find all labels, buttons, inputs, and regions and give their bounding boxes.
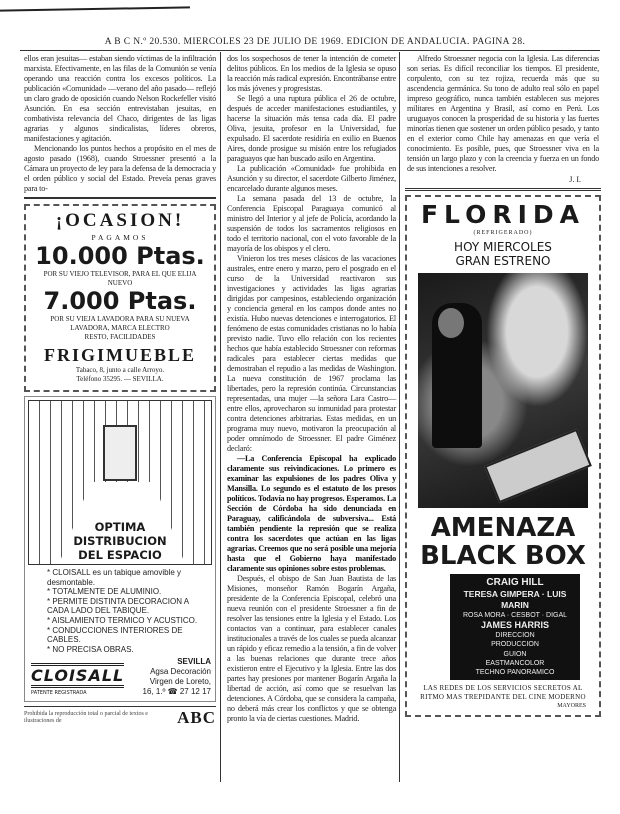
column-rule	[220, 52, 221, 782]
ad-address: Tabaco, 8, junto a calle Arroyo.	[75, 366, 165, 374]
ad-headline	[29, 520, 211, 562]
paragraph: Después, el obispo de San Juan Bautista de las Misiones, monseñor Ramón Bogarín Argaña, presidente de la Conferencia Episcopal, celebró una nueva reunión con el presidente Stroessner a fin de resolver las tensiones entre la Iglesia y el Estado. Los contactos van a continuar, para establecer canales institucionales a través de los cuales se pueda alcanzar un rápido y eficaz remedio a la tensión, a fin de volver a las buenas relaciones que durante trece años existieron entre el Ejecutivo y la Iglesia. Entre las dos partes hay presiones por mantener Bogarín Argaña la libertad de acción, así como que se resuelvan las detenciones. A Córdoba, que se considera la campaña, no deberá más crear los conflictos y que se obtenga pronto la vía de ciertas cuestiones. Madrid.	[227, 574, 396, 723]
cinema-name: FLORIDA	[420, 200, 586, 229]
paragraph: Alfredo Stroessner negocia con la Iglesia. Las diferencias son serias. Es difícil reconciliar los tiempos. El presidente, corpulento, con su tez rojiza, recuerda más que su ascendencia germánica. Su tono de adulto real sólo en papel impreso geográfico, nunca también establecen sus mejores militares en Argentina y Brasil, así como en Perú. Los uruguayos conocen la prosperidad de su historia y las fuertes minorías tienen que sostener un orden público pesado, y tanto en el exterior como Chile hay amenazas en que vería el conocimiento. Es posible, pues, que Stroessner viva en la tensión un largo plazo y con la creencia y fuerza en un fondo de sus intenciones a resolver.	[407, 54, 599, 173]
feature-item: * CLOISALL es un tabique amovible y desmontable.	[47, 568, 207, 587]
cinema-sub: (REFRIGERADO)	[473, 230, 533, 236]
paragraph: Mencionando los puntos hechos a propósito en el mes de agosto pasado (1968), cuando Stroessner presentó a la Cámara un proyecto de ley para la defensa de la democracia y el orden público y social del Estado. Preveía penas graves para to-	[24, 144, 216, 193]
credit: TECHNO PANORAMICO	[475, 669, 555, 677]
paragraph: Vinieron los tres meses clásicos de las vacaciones australes, entre enero y marzo, pero el posgrado en el curso de la Universidad reactivaron sus investigaciones y actividades las ligas agrarias dirigidas por campesinos, estableciendo organización y conciencia general en los campos donde antes no existía. Hubo nuevas detenciones e interrogatorios. El fenómeno de estas comunidades cristianas no lo había previsto nadie. Tuvo ello relación con los recientes hechos que había establecido Stroessner con reformas radicales para establecer ciertas medidas que demostraban el repudio a las medidas de Washington. La nueva constitución de 1967 proclama las libertades, pero la represión continúa. Circunstancias representadas, una mujer —la señora Lara Castro— entre ellos, aprovecharon su inmunidad para protestar contra detenciones arbitrarias. Estas medidas, en un programa muy nuevo, motivaron la preocupación al poder omnímodo de Stroessner. El padre Giménez declaró:	[227, 254, 396, 453]
paragraph: La semana pasada del 13 de octubre, la Conferencia Episcopal Paraguaya comunicó al ministro del Interior y al jefe de Policía, acordando la suspensión de todos los sacramentos religiosos en todo el territorio nacional, con el voto favorable de la mayoría de los obispos y el clero.	[227, 194, 396, 253]
header-rule	[20, 50, 600, 51]
movie-title-1: AMENAZA	[430, 513, 576, 543]
cloisall-brand-block	[31, 657, 124, 697]
tagline: LAS REDES DE LOS SERVICIOS SECRETOS AL RITMO MAS TREPIDANTE DEL CINE MODERNO	[420, 684, 586, 701]
headline-line: DISTRIBUCION	[73, 534, 167, 548]
credit: ROSA MORA · CESBOT · DIGAL	[462, 612, 568, 619]
credit: CRAIG HILL	[486, 577, 544, 588]
scan-artifact-line	[0, 6, 190, 11]
paragraph: ellos eran jesuitas— estaban siendo víctimas de la infiltración marxista. Efectivamente, en las filas de la Comunión se venía operando una reacción contra los excesos políticos. La publicación «Comunidad» —verano del año pasado— reflejó un claro grado de oposición cuando Nelson Rockefeller visitó Asunción. En esa sección entrevistaban jesuitas, en combativista relevancia del Chaco, dirigentes de las ligas agrarias y algunos sindicalistas, líderes obreros, manifestaciones y agitación.	[24, 54, 216, 143]
ad-corridor-illustration	[28, 400, 212, 565]
page-header: A B C N.º 20.530. MIERCOLES 23 DE JULIO DE 1969. EDICION DE ANDALUCIA. PAGINA 28.	[104, 37, 526, 47]
ad-price-2: 7.000 Ptas.	[43, 287, 197, 315]
ad-ocasion	[24, 204, 216, 392]
ad-desc-2: POR SU VIEJA LAVADORA PARA SU NUEVA LAVADORA, MARCA ELECTRO	[50, 315, 190, 332]
rating: MAYORES	[557, 703, 586, 710]
abc-logo: ABC	[177, 708, 216, 728]
movie-title-2: BLACK BOX	[420, 541, 586, 571]
ad-title: ¡OCASION!	[55, 210, 185, 231]
dealer-phone: 16, 1.º ☎ 27 12 17	[142, 687, 211, 697]
author-signature: J. I.	[569, 175, 581, 184]
ad-pagamos: PAGAMOS	[91, 233, 149, 242]
feature-item: * NO PRECISA OBRAS.	[47, 645, 207, 655]
feature-item: * TOTALMENTE DE ALUMINIO.	[47, 587, 207, 597]
ad-phone: Teléfono 35295. — SEVILLA.	[76, 375, 164, 383]
movie-poster-image	[418, 273, 588, 508]
dealer-address: Virgen de Loreto,	[149, 677, 211, 687]
ad-footer	[25, 654, 215, 697]
ad-brand: FRIGIMUEBLE	[43, 345, 197, 365]
column-rule	[399, 52, 400, 782]
column-divider	[405, 188, 601, 191]
column-divider	[24, 197, 216, 199]
article-column-3	[405, 54, 601, 174]
credit: PRODUCCION	[491, 641, 539, 649]
cloisall-logo: CLOISALL	[31, 663, 124, 688]
ad-desc-3: RESTO, FACILIDADES	[84, 333, 156, 341]
headline-line: OPTIMA	[94, 520, 146, 534]
paragraph: La publicación «Comunidad» fue prohibida en Asunción y su director, el sacerdote Gilberto Jiménez, encarcelado durante algunos meses.	[227, 164, 396, 193]
feature-item: * CONDUCCIONES INTERIORES DE CABLES.	[47, 626, 207, 645]
dealer-name: Agsa Decoración	[150, 667, 211, 677]
ad-cloisall	[24, 396, 216, 702]
promo-line-1: HOY MIERCOLES	[454, 240, 552, 254]
credits-box	[450, 574, 580, 680]
copyright-footer	[24, 709, 216, 727]
promo-line-2: GRAN ESTRENO	[455, 254, 551, 268]
credit: JAMES HARRIS	[480, 620, 549, 631]
credit: GUION	[503, 650, 527, 658]
article-column-2	[227, 54, 396, 724]
headline-line: DEL ESPACIO	[78, 548, 162, 562]
dealer-city: SEVILLA	[177, 657, 211, 667]
door-shape	[103, 425, 137, 481]
paragraph: dos los sospechosos de tener la intención de cometer delitos públicos. En los medios de la Iglesia se opuso la reacción más radical expresión. Encontrábanse entre los más jóvenes y progresistas.	[227, 54, 397, 93]
article-column-1	[24, 54, 216, 194]
ad-desc-1: POR SU VIEJO TELEVISOR, PARA EL QUE ELIJA NUEVO	[43, 270, 197, 287]
face-shape	[438, 308, 464, 338]
feature-item: * PERMITE DISTINTA DECORACION A CADA LADO DEL TABIQUE.	[47, 597, 207, 616]
credit: TERESA GIMPERA · LUIS MARIN	[463, 589, 567, 610]
right-column	[405, 54, 601, 717]
feature-list	[25, 568, 215, 654]
dealer-info	[143, 657, 212, 697]
footer-rule	[24, 706, 216, 707]
credit: DIRECCION	[495, 632, 535, 640]
logo-sub: PATENTE REGISTRADA	[31, 690, 87, 697]
paragraph: Se llegó a una ruptura pública el 26 de octubre, después de acceder manifestaciones estudiantiles, y hacerse la situación más tensa cada día. El padre Oliva, jesuita, profesor en la Universidad, fue expulsado. El sacerdote residiría en exilio en Buenos Aires, donde prosigue su misión entre los refugiados paraguayos que han buscado asilo en Argentina.	[227, 94, 396, 163]
quote-paragraph: —La Conferencia Episcopal ha explicado claramente sus reivindicaciones. Lo primero es examinar las expulsiones de los padres Oliva y Mansilla. Lo segundo es el estatuto de los presos políticos. Todavía no hay progresos. Esperamos. La Sección de Córdoba ha sido denunciada en Paraguay, calificándola de subversiva... Está también pendiente la represión que se realiza contra los sacerdotes que actúan en las ligas agrarias. Creemos que no será posible una mejoría hasta que el Gobierno haya manifestado claramente sus opiniones sobre estos problemas.	[227, 454, 396, 573]
ad-price-1: 10.000 Ptas.	[35, 242, 205, 270]
ad-florida	[405, 195, 601, 717]
copyright-note: Prohibida la reproducción total o parcial de textos e ilustraciones de	[24, 710, 148, 725]
credit: EASTMANCOLOR	[485, 659, 545, 667]
black-box-shape	[484, 429, 592, 504]
feature-item: * AISLAMIENTO TERMICO Y ACUSTICO.	[47, 616, 207, 626]
left-column	[24, 54, 216, 727]
